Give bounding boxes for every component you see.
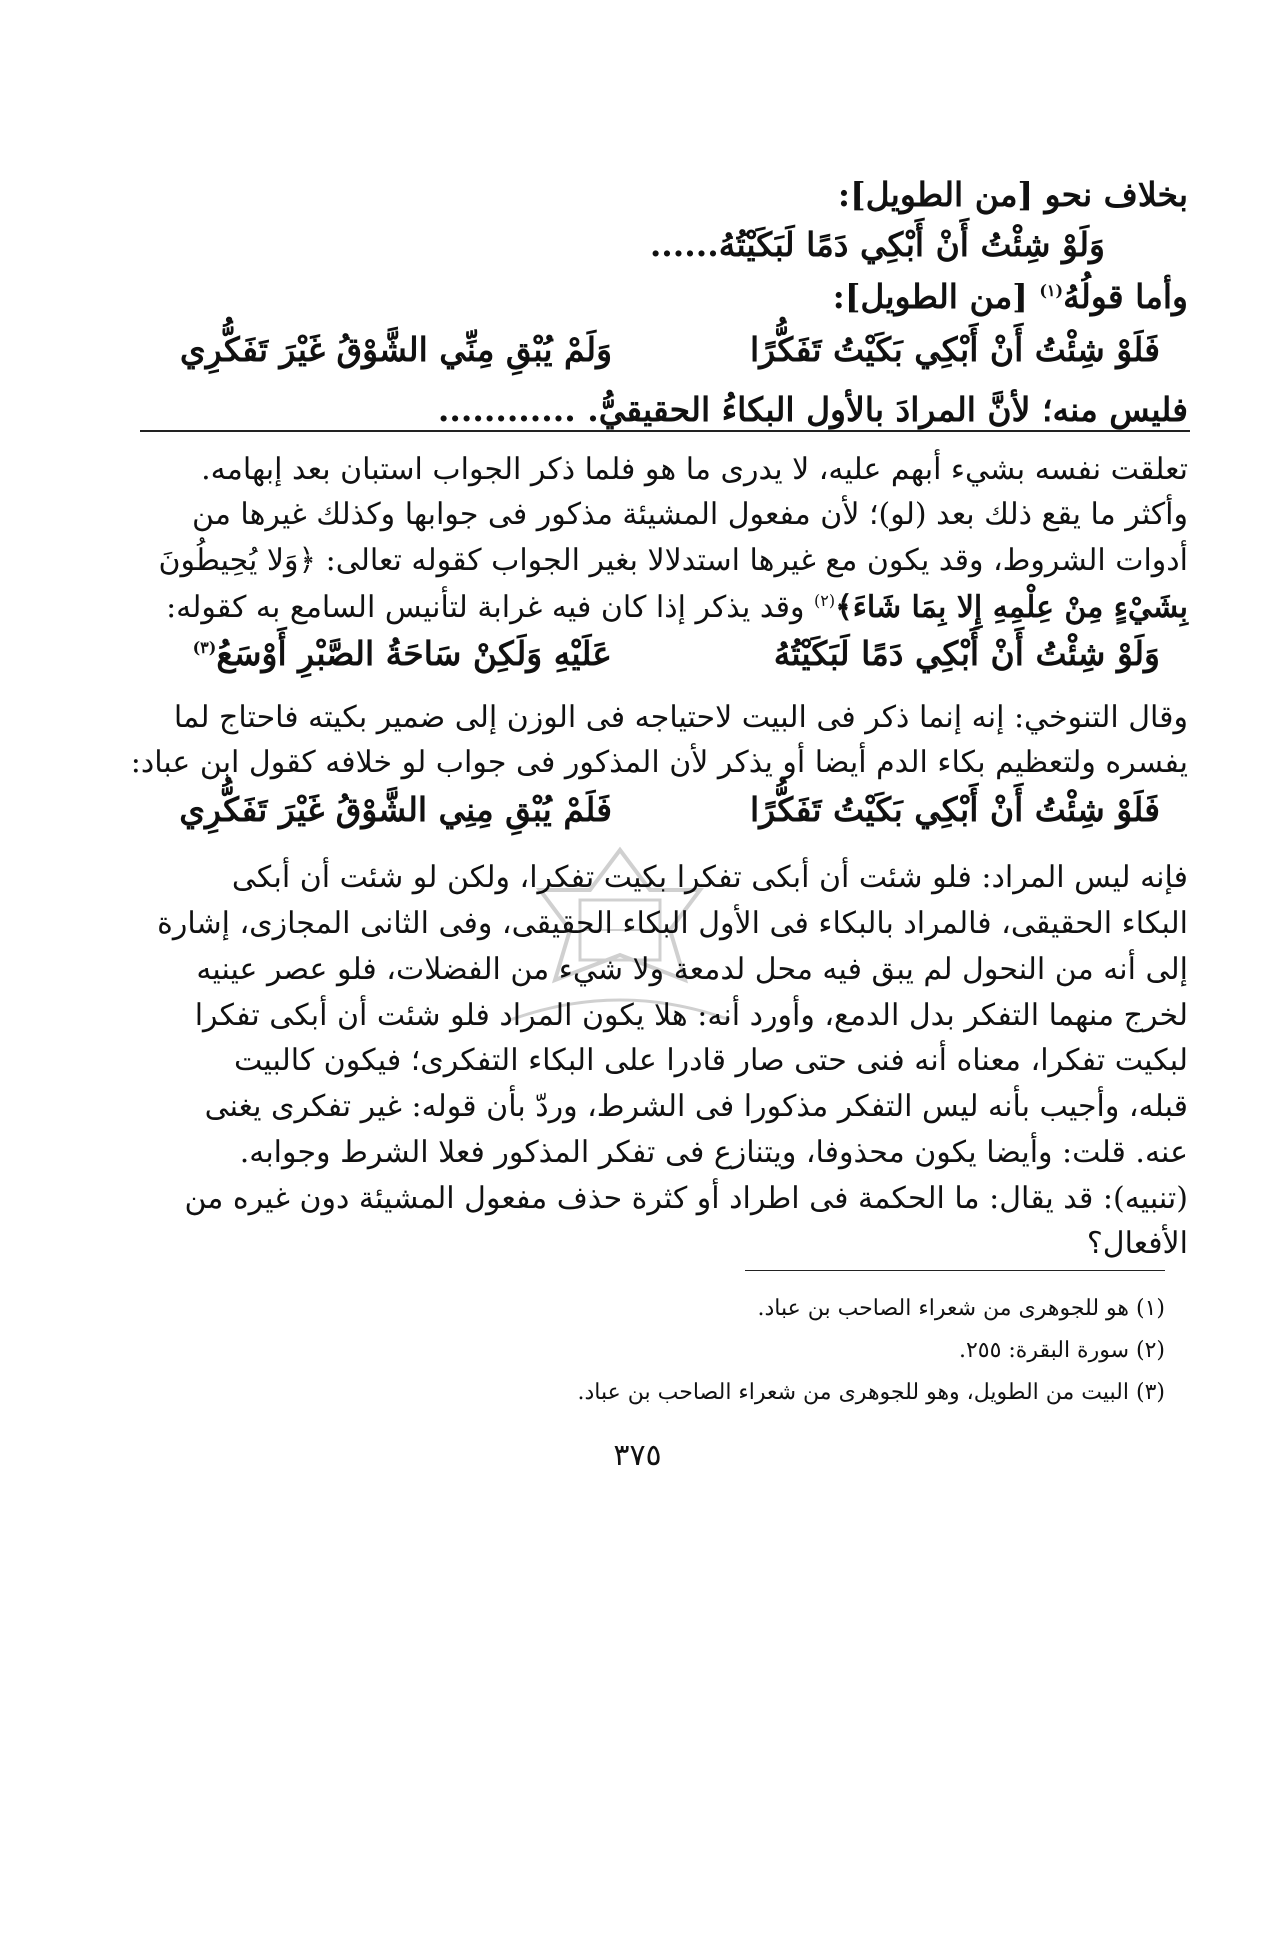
section-separator xyxy=(140,430,1190,432)
page-number-text: ٣٧٥ xyxy=(613,1438,662,1473)
footnote-3 xyxy=(0,1380,1165,1405)
matn-verse-1-left-text: وَلَمْ يُبْقِ مِنِّي الشَّوْقُ غَيْرَ تَفَكُّرِي xyxy=(179,330,612,369)
sharh-line-3-text: أدوات الشروط، وقد يكون مع غيرها استدلالا بغير الجواب كقوله تعالى: ﴿وَلا يُحِيطُونَ xyxy=(158,543,1188,578)
matn-line-1-text: بخلاف نحو [من الطويل]: xyxy=(837,175,1188,214)
sharh-line-10 xyxy=(0,998,1188,1033)
footnote-ref-1[interactable]: (١) xyxy=(1039,281,1064,300)
sharh-verse-2-left xyxy=(0,634,612,673)
footnote-ref-3[interactable]: (٣) xyxy=(192,638,217,657)
matn-line-5 xyxy=(0,390,1188,429)
sharh-line-1 xyxy=(0,452,1188,487)
sharh-verse-3-right-text: فَلَوْ شِئْتُ أَنْ أَبْكِي بَكَيْتُ تَفَكُّرًا xyxy=(750,790,1160,829)
matn-verse-fragment-text: وَلَوْ شِئْتُ أَنْ أَبْكِي دَمًا لَبَكَيْتُهُ...... xyxy=(649,225,1105,264)
matn-line-3-meter: [من الطويل]: xyxy=(832,277,1040,316)
footnote-1 xyxy=(0,1296,1165,1321)
sharh-line-7 xyxy=(0,860,1188,895)
sharh-verse-2-left-text: عَلَيْهِ وَلَكِنْ سَاحَةُ الصَّبْرِ أَوْسَعُ xyxy=(216,634,612,673)
sharh-verse-3-left-text: فَلَمْ يُبْقِ مِنِي الشَّوْقُ غَيْرَ تَفَكُّرِي xyxy=(179,790,612,829)
footnote-2 xyxy=(0,1338,1165,1363)
footnote-separator xyxy=(745,1270,1165,1271)
sharh-line-2 xyxy=(0,497,1188,532)
footnote-2-text: (٢) سورة البقرة: ٢٥٥. xyxy=(958,1338,1165,1363)
sharh-line-8 xyxy=(0,906,1188,941)
sharh-line-15-text: الأفعال؟ xyxy=(1086,1226,1188,1261)
sharh-line-4-text: وقد يذكر إذا كان فيه غرابة لتأنيس السامع به كقوله: xyxy=(166,590,815,625)
sharh-line-3 xyxy=(0,543,1188,578)
sharh-line-11 xyxy=(0,1043,1188,1078)
matn-verse-1-left xyxy=(0,330,612,369)
sharh-line-2-text: وأكثر ما يقع ذلك بعد (لو)؛ لأن مفعول المشيئة مذكور فى جوابها وكذلك غيرها من xyxy=(191,497,1188,532)
sharh-line-10-text: لخرج منهما التفكر بدل الدمع، وأورد أنه: هلا يكون المراد فلو شئت أن أبكى تفكرا xyxy=(194,998,1188,1033)
sharh-line-9 xyxy=(0,952,1188,987)
footnote-3-text: (٣) البيت من الطويل، وهو للجوهرى من شعراء الصاحب بن عباد. xyxy=(577,1380,1165,1405)
footnote-1-text: (١) هو للجوهرى من شعراء الصاحب بن عباد. xyxy=(757,1296,1165,1321)
matn-line-5-dots: ............ xyxy=(437,390,576,429)
matn-line-5-text: فليس منه؛ لأنَّ المرادَ بالأول البكاءُ الحقيقيُّ. xyxy=(587,390,1188,429)
sharh-line-6 xyxy=(0,745,1188,780)
matn-verse-1-right-text: فَلَوْ شِئْتُ أَنْ أَبْكِي بَكَيْتُ تَفَكُّرًا xyxy=(750,330,1160,369)
sharh-line-5 xyxy=(0,700,1188,735)
sharh-line-12 xyxy=(0,1089,1188,1124)
matn-line-3-text: وأما قولُهُ xyxy=(1063,277,1188,316)
sharh-line-8-text: البكاء الحقيقى، فالمراد بالبكاء فى الأول البكاء الحقيقى، وفى الثانى المجازى، إشارة xyxy=(157,906,1188,941)
quran-quote: بِشَيْءٍ مِنْ عِلْمِهِ إِلا بِمَا شَاءَ﴾ xyxy=(835,590,1188,625)
sharh-line-13 xyxy=(0,1135,1188,1170)
sharh-line-4 xyxy=(0,590,1188,625)
sharh-line-1-text: تعلقت نفسه بشيء أبهم عليه، لا يدرى ما هو فلما ذكر الجواب استبان بعد إبهامه. xyxy=(201,452,1188,487)
matn-line-1 xyxy=(0,175,1188,214)
sharh-line-14 xyxy=(0,1181,1188,1216)
matn-verse-fragment xyxy=(0,225,1105,264)
sharh-line-15 xyxy=(0,1226,1188,1261)
sharh-line-7-text: فإنه ليس المراد: فلو شئت أن أبكى تفكرا بكيت تفكرا، ولكن لو شئت أن أبكى xyxy=(231,860,1188,895)
sharh-line-5-text: وقال التنوخي: إنه إنما ذكر فى البيت لاحتياجه فى الوزن إلى ضمير بكيته فاحتاج لما xyxy=(173,700,1188,735)
sharh-line-11-text: لبكيت تفكرا، معناه أنه فنى حتى صار قادرا على البكاء التفكرى؛ فيكون كالبيت xyxy=(234,1043,1188,1078)
sharh-verse-2-right-text: وَلَوْ شِئْتُ أَنْ أَبْكِي دَمًا لَبَكَيْتُهُ xyxy=(773,634,1160,673)
sharh-line-6-text: يفسره ولتعظيم بكاء الدم أيضا أو يذكر لأن المذكور فى جواب لو خلافه كقول ابن عباد: xyxy=(130,745,1188,780)
matn-line-3 xyxy=(0,277,1188,316)
sharh-line-13-text: عنه. قلت: وأيضا يكون محذوفا، ويتنازع فى تفكر المذكور فعلا الشرط وجوابه. xyxy=(239,1135,1188,1170)
footnote-ref-2[interactable]: (٢) xyxy=(814,591,836,610)
sharh-verse-3-left xyxy=(0,790,612,829)
sharh-line-9-text: إلى أنه من النحول لم يبق فيه محل لدمعة ولا شيء من الفضلات، فلو عصر عينيه xyxy=(196,952,1188,987)
page-number xyxy=(0,1438,1275,1473)
sharh-line-12-text: قبله، وأجيب بأنه ليس التفكر مذكورا فى الشرط، وردّ بأن قوله: غير تفكرى يغنى xyxy=(204,1089,1188,1124)
sharh-line-14-text: (تنبيه): قد يقال: ما الحكمة فى اطراد أو كثرة حذف مفعول المشيئة دون غيره من xyxy=(184,1181,1188,1216)
